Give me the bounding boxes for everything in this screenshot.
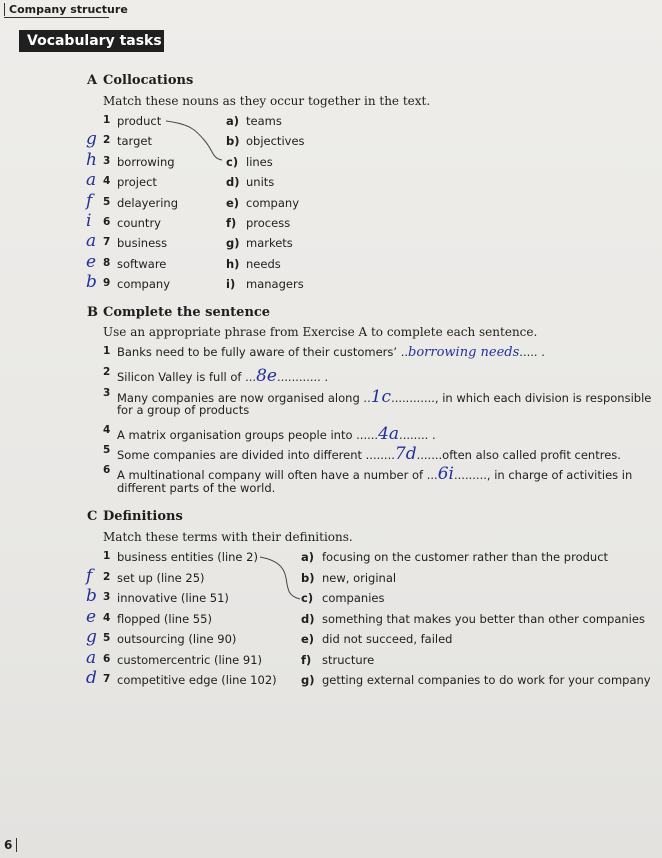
- b-item-text: Some companies are divided into different ........: [117, 448, 395, 462]
- b-item-text: for a group of products: [117, 403, 250, 417]
- section-b-title: Complete the sentence: [103, 305, 271, 320]
- c-item-number: 5: [103, 632, 111, 644]
- b-item-handwritten-answer: 8e: [256, 366, 277, 386]
- section-banner: Vocabulary tasks: [19, 30, 164, 52]
- b-item-text: Banks need to be fully aware of their customers’ ..: [117, 345, 409, 359]
- a-handwritten-answer: b: [86, 272, 97, 293]
- c-option-letter: d): [301, 611, 315, 626]
- c-item-number: 3: [103, 591, 111, 603]
- a-term: software: [117, 256, 167, 271]
- c-item-number: 6: [103, 652, 111, 665]
- b-item-handwritten-answer: 7d: [394, 444, 417, 464]
- b-item-number: 3: [103, 387, 111, 399]
- a-item-number: 6: [103, 216, 111, 228]
- c-term: set up (line 25): [117, 570, 205, 585]
- c-handwritten-answer: b: [86, 586, 97, 606]
- c-option-letter: e): [301, 632, 315, 646]
- c-item-number: 7: [103, 673, 111, 685]
- a-handwritten-answer: a: [86, 231, 97, 252]
- c-option-letter: f): [301, 652, 312, 667]
- a-item-number: 1: [103, 114, 111, 126]
- c-term: business entities (line 2): [117, 550, 258, 564]
- a-option-text: company: [246, 195, 300, 210]
- c-handwritten-answer: a: [86, 647, 97, 668]
- section-b-letter: B: [87, 305, 98, 320]
- a-option-text: teams: [246, 114, 282, 128]
- b-item-handwritten-answer: borrowing needs: [408, 345, 520, 360]
- c-term: customercentric (line 91): [117, 652, 263, 667]
- c-handwritten-answer: f: [86, 565, 93, 586]
- a-term: project: [117, 175, 157, 190]
- c-option-letter: b): [301, 570, 315, 585]
- a-option-text: markets: [246, 236, 293, 251]
- c-handwritten-answer: g: [86, 627, 97, 647]
- a-term: product: [117, 114, 162, 128]
- a-item-number: 8: [103, 256, 111, 269]
- c-term: competitive edge (line 102): [117, 673, 277, 687]
- section-c-title: Definitions: [103, 509, 183, 524]
- section-a-title: Collocations: [103, 73, 194, 88]
- c-term: flopped (line 55): [117, 611, 212, 626]
- a-item-number: 3: [103, 154, 111, 167]
- section-c-letter: C: [87, 509, 98, 524]
- a-option-letter: c): [226, 154, 239, 169]
- c-option-letter: c): [301, 591, 314, 605]
- c-option-text: getting external companies to do work for your company: [322, 673, 651, 687]
- a-handwritten-answer: a: [86, 170, 97, 191]
- a-option-letter: b): [226, 134, 240, 149]
- running-title: Company structure: [4, 3, 128, 16]
- a-term: country: [117, 216, 161, 230]
- a-item-number: 2: [103, 134, 111, 147]
- a-item-number: 4: [103, 175, 111, 188]
- section-c-instruction: Match these terms with their definitions.: [103, 530, 353, 544]
- section-a-letter: A: [87, 73, 98, 88]
- c-item-number: 4: [103, 611, 111, 624]
- a-option-text: units: [246, 175, 275, 190]
- b-item-text: different parts of the world.: [117, 481, 276, 495]
- c-option-letter: a): [301, 550, 315, 564]
- a-item-number: 9: [103, 277, 111, 290]
- a-option-letter: f): [226, 216, 237, 230]
- b-item-text: Many companies are now organised along ..: [117, 391, 371, 405]
- b-item-text: A multinational company will often have a number of ...: [117, 468, 438, 482]
- b-item-text-end: ............, in which each division is responsible: [391, 391, 652, 405]
- c-term: outsourcing (line 90): [117, 632, 237, 646]
- b-item-handwritten-answer: 4a: [378, 424, 400, 444]
- b-item-text-end: ........., in charge of activities in: [453, 468, 633, 482]
- section-b-instruction: Use an appropriate phrase from Exercise A to complete each sentence.: [103, 325, 538, 339]
- a-option-text: needs: [246, 256, 281, 271]
- c-handwritten-answer: e: [86, 606, 97, 627]
- a-option-text: objectives: [246, 134, 305, 149]
- a-handwritten-answer: f: [86, 190, 93, 211]
- b-item-text-end: ........ .: [399, 428, 436, 442]
- b-item-number: 5: [103, 444, 111, 456]
- a-item-number: 5: [103, 195, 111, 208]
- b-item-handwritten-answer: 1c: [370, 387, 392, 407]
- a-handwritten-answer: h: [86, 149, 97, 170]
- a-option-letter: e): [226, 195, 240, 210]
- b-item-handwritten-answer: 6i: [437, 464, 454, 484]
- c-option-text: new, original: [322, 570, 397, 585]
- c-option-letter: g): [301, 673, 315, 687]
- a-handwritten-answer: e: [86, 251, 97, 272]
- c-option-text: companies: [322, 591, 385, 605]
- a-term: delayering: [117, 195, 179, 210]
- a-option-letter: a): [226, 114, 240, 128]
- a-option-text: lines: [246, 154, 273, 169]
- a-handwritten-answer: g: [86, 129, 97, 150]
- b-item-text-end: .......often also called profit centres.: [416, 448, 621, 462]
- a-option-text: process: [246, 216, 291, 230]
- a-handwritten-answer: i: [86, 211, 92, 231]
- a-option-letter: g): [226, 236, 240, 251]
- c-option-text: focusing on the customer rather than the product: [322, 550, 609, 564]
- a-item-number: 7: [103, 236, 111, 249]
- c-item-number: 1: [103, 550, 111, 562]
- c-option-text: something that makes you better than other companies: [322, 611, 645, 626]
- a-option-letter: h): [226, 256, 240, 271]
- a-term: borrowing: [117, 154, 175, 169]
- a-term: company: [117, 277, 171, 292]
- c-item-number: 2: [103, 570, 111, 583]
- b-item-number: 6: [103, 464, 111, 476]
- a-term: target: [117, 134, 152, 149]
- c-handwritten-answer: d: [86, 668, 97, 688]
- b-item-number: 4: [103, 424, 111, 436]
- c-term: innovative (line 51): [117, 591, 229, 605]
- b-item-text: Silicon Valley is full of ...: [117, 370, 257, 384]
- b-item-text: A matrix organisation groups people into ......: [117, 428, 379, 442]
- page-number: 6: [4, 838, 17, 852]
- b-item-number: 1: [103, 345, 111, 357]
- c-option-text: structure: [322, 652, 375, 667]
- c-option-text: did not succeed, failed: [322, 632, 453, 646]
- a-option-letter: d): [226, 175, 240, 190]
- section-a-instruction: Match these nouns as they occur together in the text.: [103, 94, 431, 108]
- a-term: business: [117, 236, 168, 251]
- a-option-letter: i): [226, 277, 236, 292]
- b-item-number: 2: [103, 366, 111, 378]
- b-item-text-end: ..... .: [519, 345, 545, 359]
- a-option-text: managers: [246, 277, 304, 292]
- b-item-text-end: ............ .: [276, 370, 329, 384]
